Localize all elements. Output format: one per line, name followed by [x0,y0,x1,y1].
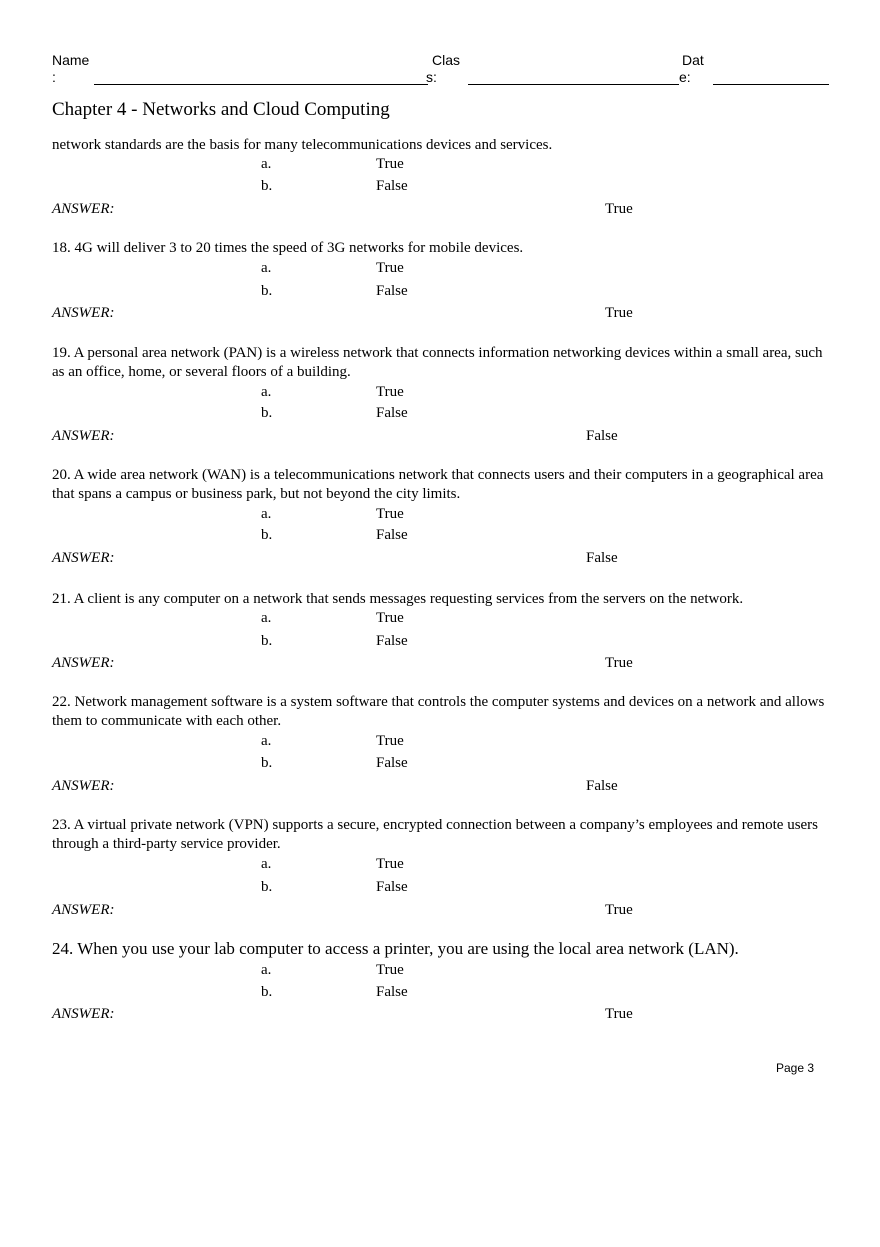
answer-label: ANSWER: [52,201,115,217]
question-text: 19. A personal area network (PAN) is a wireless network that connects information networking devices within a small area, such as an office, home, or several floors of a building. [52,345,823,380]
option-letter: a. [261,856,272,872]
answer-label: ANSWER: [52,902,115,918]
page-number: Page 3 [776,1061,815,1075]
option-letter: b. [261,405,273,421]
class-label: Clas [432,52,461,68]
question-text: 22. Network management software is a system software that controls the computer systems and devices on a network and allows them to communicate with each other. [52,694,825,729]
option-text: True [376,260,404,276]
answer-value: False [586,428,618,444]
name-underline[interactable] [94,84,428,85]
option-text: False [376,527,408,543]
answer-value: True [605,1006,633,1022]
question-text: 21. A client is any computer on a network that sends messages requesting services from the servers on the network. [52,591,744,607]
answer-label: ANSWER: [52,305,115,321]
question-text: 23. A virtual private network (VPN) supports a secure, encrypted connection between a company’s employees and remote users through a third-party service provider. [52,817,819,852]
question-text: 24. When you use your lab computer to access a printer, you are using the local area network (LAN). [52,939,739,958]
option-letter: b. [261,633,273,649]
name-label-suffix: : [52,69,56,85]
option-text: False [376,405,408,421]
date-label: Dat [682,52,704,68]
answer-value: True [605,201,633,217]
option-text: True [376,156,404,172]
option-text: True [376,384,404,400]
option-text: False [376,633,408,649]
option-letter: a. [261,384,272,400]
option-letter: a. [261,260,272,276]
option-text: False [376,755,408,771]
option-text: False [376,879,408,895]
option-letter: b. [261,879,273,895]
name-label: Name [52,52,90,68]
option-text: True [376,610,404,626]
answer-label: ANSWER: [52,550,115,566]
question-text: 18. 4G will deliver 3 to 20 times the speed of 3G networks for mobile devices. [52,240,524,256]
option-letter: a. [261,962,272,978]
option-letter: b. [261,178,273,194]
question-text: network standards are the basis for many telecommunications devices and services. [52,137,553,153]
answer-value: False [586,778,618,794]
option-letter: b. [261,984,273,1000]
question-text: 20. A wide area network (WAN) is a telecommunications network that connects users and their computers in a geographical area that spans a campus or business park, but not beyond the city limits. [52,467,824,502]
answer-value: False [586,550,618,566]
option-letter: b. [261,527,273,543]
date-label-suffix: e: [679,69,691,85]
option-text: False [376,178,408,194]
option-text: True [376,733,404,749]
option-letter: a. [261,506,272,522]
option-text: True [376,506,404,522]
option-text: True [376,962,404,978]
answer-label: ANSWER: [52,778,115,794]
option-text: False [376,984,408,1000]
answer-label: ANSWER: [52,655,115,671]
option-letter: a. [261,733,272,749]
option-text: False [376,283,408,299]
option-letter: b. [261,283,273,299]
option-text: True [376,856,404,872]
answer-value: True [605,902,633,918]
class-label-suffix: s: [426,69,437,85]
date-underline[interactable] [713,84,829,85]
option-letter: a. [261,156,272,172]
chapter-title: Chapter 4 - Networks and Cloud Computing [52,99,390,120]
class-underline[interactable] [468,84,679,85]
answer-value: True [605,655,633,671]
answer-value: True [605,305,633,321]
answer-label: ANSWER: [52,1006,115,1022]
answer-label: ANSWER: [52,428,115,444]
option-letter: a. [261,610,272,626]
option-letter: b. [261,755,273,771]
